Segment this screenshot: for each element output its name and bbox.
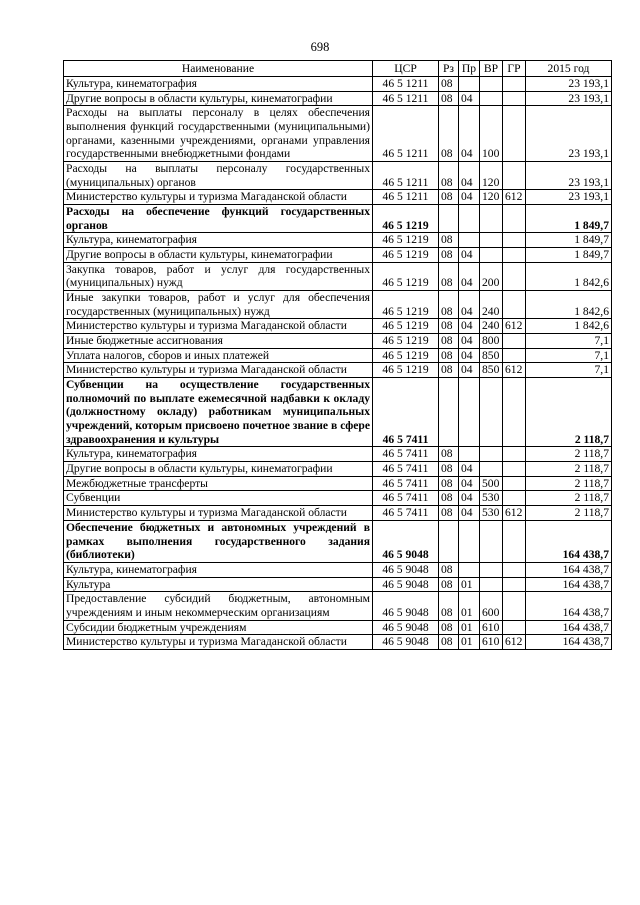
row-csr: 46 5 1219 [373, 363, 439, 378]
header-name: Наименование [64, 61, 373, 77]
row-rz: 08 [439, 491, 459, 506]
row-pr: 01 [459, 592, 480, 620]
row-name: Субсидии бюджетным учреждениям [64, 620, 373, 635]
row-csr: 46 5 7411 [373, 491, 439, 506]
row-pr [459, 77, 480, 92]
row-name: Министерство культуры и туризма Магаданской области [64, 635, 373, 650]
row-csr: 46 5 9048 [373, 592, 439, 620]
row-gr: 612 [503, 506, 526, 521]
table-row [64, 363, 612, 378]
row-vr: 500 [480, 476, 503, 491]
row-name: Культура, кинематография [64, 77, 373, 92]
table-row [64, 620, 612, 635]
row-rz: 08 [439, 635, 459, 650]
row-rz: 08 [439, 162, 459, 190]
row-name: Министерство культуры и туризма Магаданской области [64, 190, 373, 205]
row-name: Иные бюджетные ассигнования [64, 334, 373, 349]
row-sum: 23 193,1 [526, 106, 612, 162]
page-number: 698 [310, 40, 330, 54]
row-csr: 46 5 1211 [373, 190, 439, 205]
row-csr: 46 5 1219 [373, 205, 439, 233]
row-pr: 04 [459, 248, 480, 263]
row-sum: 1 849,7 [526, 233, 612, 248]
table-row [64, 520, 612, 562]
table-row [64, 506, 612, 521]
row-name: Субвенции на осуществление государственных полномочий по выплате ежемесячной надбавки к окладу (должностному окладу) работникам муниципальных учреждений, которым присвоено почетное звание в сфере здравоохранения и культуры [64, 378, 373, 447]
table-row [64, 319, 612, 334]
row-vr [480, 462, 503, 477]
row-csr: 46 5 1219 [373, 262, 439, 290]
row-sum: 2 118,7 [526, 476, 612, 491]
row-sum: 164 438,7 [526, 577, 612, 592]
row-csr: 46 5 1219 [373, 334, 439, 349]
row-csr: 46 5 9048 [373, 620, 439, 635]
row-sum: 164 438,7 [526, 620, 612, 635]
row-pr: 04 [459, 491, 480, 506]
row-pr [459, 205, 480, 233]
row-csr: 46 5 1211 [373, 106, 439, 162]
row-name: Иные закупки товаров, работ и услуг для обеспечения государственных (муниципальных) нужд [64, 291, 373, 319]
row-vr: 850 [480, 363, 503, 378]
row-vr: 530 [480, 506, 503, 521]
row-vr [480, 447, 503, 462]
row-csr: 46 5 1219 [373, 348, 439, 363]
row-vr: 240 [480, 291, 503, 319]
row-csr: 46 5 9048 [373, 577, 439, 592]
row-csr: 46 5 9048 [373, 562, 439, 577]
row-gr: 612 [503, 319, 526, 334]
row-pr: 04 [459, 363, 480, 378]
row-vr: 200 [480, 262, 503, 290]
row-sum: 2 118,7 [526, 506, 612, 521]
row-gr: 612 [503, 363, 526, 378]
row-gr [503, 462, 526, 477]
row-csr: 46 5 1219 [373, 248, 439, 263]
table-row [64, 562, 612, 577]
table-row [64, 334, 612, 349]
row-vr [480, 520, 503, 562]
row-gr [503, 562, 526, 577]
row-name: Предоставление субсидий бюджетным, автономным учреждениям и иным некоммерческим организациям [64, 592, 373, 620]
row-name: Субвенции [64, 491, 373, 506]
row-pr [459, 562, 480, 577]
row-csr: 46 5 1219 [373, 291, 439, 319]
row-name: Расходы на обеспечение функций государственных органов [64, 205, 373, 233]
row-csr: 46 5 1211 [373, 162, 439, 190]
table-body [64, 77, 612, 650]
row-name: Министерство культуры и туризма Магаданской области [64, 506, 373, 521]
row-vr: 610 [480, 635, 503, 650]
table-row [64, 491, 612, 506]
row-vr: 530 [480, 491, 503, 506]
row-sum: 2 118,7 [526, 447, 612, 462]
row-rz: 08 [439, 190, 459, 205]
header-vr: ВР [480, 61, 503, 77]
row-sum: 23 193,1 [526, 190, 612, 205]
row-gr [503, 262, 526, 290]
row-name: Культура, кинематография [64, 233, 373, 248]
row-rz [439, 205, 459, 233]
row-pr: 04 [459, 91, 480, 106]
table-row [64, 77, 612, 92]
row-pr [459, 233, 480, 248]
table-row [64, 190, 612, 205]
row-sum: 1 849,7 [526, 205, 612, 233]
row-rz: 08 [439, 334, 459, 349]
table-row [64, 233, 612, 248]
header-gr: ГР [503, 61, 526, 77]
header-year: 2015 год [526, 61, 612, 77]
row-gr [503, 106, 526, 162]
table-row [64, 162, 612, 190]
row-rz: 08 [439, 577, 459, 592]
row-gr [503, 348, 526, 363]
table-row [64, 462, 612, 477]
row-sum: 7,1 [526, 363, 612, 378]
row-sum: 1 842,6 [526, 262, 612, 290]
table-row [64, 91, 612, 106]
row-rz: 08 [439, 506, 459, 521]
row-rz: 08 [439, 233, 459, 248]
row-csr: 46 5 7411 [373, 378, 439, 447]
row-rz: 08 [439, 476, 459, 491]
row-rz: 08 [439, 106, 459, 162]
budget-table [63, 60, 612, 650]
row-csr: 46 5 9048 [373, 635, 439, 650]
row-gr [503, 447, 526, 462]
row-rz: 08 [439, 363, 459, 378]
row-vr [480, 378, 503, 447]
row-gr [503, 577, 526, 592]
row-pr: 04 [459, 334, 480, 349]
row-sum: 1 842,6 [526, 291, 612, 319]
table-row [64, 205, 612, 233]
row-pr: 04 [459, 106, 480, 162]
table-header-row [64, 61, 612, 77]
row-sum: 164 438,7 [526, 592, 612, 620]
row-rz [439, 520, 459, 562]
row-gr [503, 162, 526, 190]
row-name: Культура, кинематография [64, 562, 373, 577]
table-row [64, 577, 612, 592]
row-sum: 7,1 [526, 348, 612, 363]
row-rz: 08 [439, 91, 459, 106]
row-gr [503, 205, 526, 233]
row-csr: 46 5 1211 [373, 91, 439, 106]
row-pr: 04 [459, 162, 480, 190]
row-vr: 800 [480, 334, 503, 349]
row-name: Межбюджетные трансферты [64, 476, 373, 491]
row-vr: 100 [480, 106, 503, 162]
row-name: Культура, кинематография [64, 447, 373, 462]
row-name: Расходы на выплаты персоналу в целях обеспечения выполнения функций государственными (муниципальными) органами, казенными учреждениями, органами управления государственными внебюджетными фондами [64, 106, 373, 162]
row-gr [503, 91, 526, 106]
table-row [64, 592, 612, 620]
row-vr: 600 [480, 592, 503, 620]
row-vr [480, 205, 503, 233]
row-name: Уплата налогов, сборов и иных платежей [64, 348, 373, 363]
row-sum: 23 193,1 [526, 77, 612, 92]
row-csr: 46 5 7411 [373, 447, 439, 462]
header-pr: Пр [459, 61, 480, 77]
row-pr: 04 [459, 190, 480, 205]
row-rz: 08 [439, 248, 459, 263]
row-sum: 23 193,1 [526, 91, 612, 106]
table-row [64, 291, 612, 319]
row-name: Министерство культуры и туризма Магаданской области [64, 363, 373, 378]
row-pr: 01 [459, 577, 480, 592]
row-sum: 7,1 [526, 334, 612, 349]
row-vr [480, 577, 503, 592]
table-row [64, 248, 612, 263]
table-row [64, 476, 612, 491]
row-sum: 1 849,7 [526, 248, 612, 263]
row-pr: 04 [459, 506, 480, 521]
row-gr [503, 77, 526, 92]
row-gr [503, 476, 526, 491]
row-sum: 164 438,7 [526, 520, 612, 562]
row-sum: 164 438,7 [526, 635, 612, 650]
row-pr: 04 [459, 262, 480, 290]
row-rz: 08 [439, 562, 459, 577]
row-sum: 2 118,7 [526, 378, 612, 447]
row-csr: 46 5 1219 [373, 319, 439, 334]
table-row [64, 635, 612, 650]
table-row [64, 447, 612, 462]
table-row [64, 262, 612, 290]
header-csr: ЦСР [373, 61, 439, 77]
row-sum: 2 118,7 [526, 491, 612, 506]
row-pr [459, 378, 480, 447]
row-gr: 612 [503, 635, 526, 650]
row-csr: 46 5 1219 [373, 233, 439, 248]
row-gr [503, 620, 526, 635]
row-gr [503, 291, 526, 319]
row-csr: 46 5 7411 [373, 476, 439, 491]
row-name: Обеспечение бюджетных и автономных учреждений в рамках выполнения государственного задания (библиотеки) [64, 520, 373, 562]
row-vr: 610 [480, 620, 503, 635]
row-name: Другие вопросы в области культуры, кинематографии [64, 248, 373, 263]
row-sum: 1 842,6 [526, 319, 612, 334]
row-name: Культура [64, 577, 373, 592]
header-rz: Рз [439, 61, 459, 77]
row-vr: 240 [480, 319, 503, 334]
row-name: Другие вопросы в области культуры, кинематографии [64, 91, 373, 106]
row-vr [480, 91, 503, 106]
row-rz: 08 [439, 462, 459, 477]
row-pr: 01 [459, 635, 480, 650]
row-gr: 612 [503, 190, 526, 205]
row-pr [459, 520, 480, 562]
row-pr: 04 [459, 319, 480, 334]
row-gr [503, 334, 526, 349]
row-vr: 850 [480, 348, 503, 363]
row-csr: 46 5 7411 [373, 506, 439, 521]
row-rz: 08 [439, 262, 459, 290]
table-row [64, 348, 612, 363]
row-rz: 08 [439, 620, 459, 635]
row-name: Расходы на выплаты персоналу государственных (муниципальных) органов [64, 162, 373, 190]
row-csr: 46 5 7411 [373, 462, 439, 477]
row-gr [503, 233, 526, 248]
row-vr [480, 248, 503, 263]
row-sum: 23 193,1 [526, 162, 612, 190]
row-rz [439, 378, 459, 447]
row-gr [503, 520, 526, 562]
row-csr: 46 5 9048 [373, 520, 439, 562]
row-pr: 04 [459, 291, 480, 319]
row-name: Закупка товаров, работ и услуг для государственных (муниципальных) нужд [64, 262, 373, 290]
row-rz: 08 [439, 291, 459, 319]
row-rz: 08 [439, 447, 459, 462]
row-pr: 01 [459, 620, 480, 635]
table-row [64, 106, 612, 162]
row-rz: 08 [439, 77, 459, 92]
row-vr: 120 [480, 190, 503, 205]
row-gr [503, 378, 526, 447]
row-vr [480, 562, 503, 577]
row-vr [480, 233, 503, 248]
row-pr: 04 [459, 348, 480, 363]
row-rz: 08 [439, 348, 459, 363]
row-gr [503, 248, 526, 263]
row-gr [503, 592, 526, 620]
row-name: Другие вопросы в области культуры, кинематографии [64, 462, 373, 477]
row-csr: 46 5 1211 [373, 77, 439, 92]
row-pr: 04 [459, 476, 480, 491]
row-sum: 164 438,7 [526, 562, 612, 577]
row-vr: 120 [480, 162, 503, 190]
row-name: Министерство культуры и туризма Магаданской области [64, 319, 373, 334]
row-vr [480, 77, 503, 92]
table-row [64, 378, 612, 447]
row-sum: 2 118,7 [526, 462, 612, 477]
row-gr [503, 491, 526, 506]
row-pr: 04 [459, 462, 480, 477]
row-pr [459, 447, 480, 462]
row-rz: 08 [439, 319, 459, 334]
row-rz: 08 [439, 592, 459, 620]
